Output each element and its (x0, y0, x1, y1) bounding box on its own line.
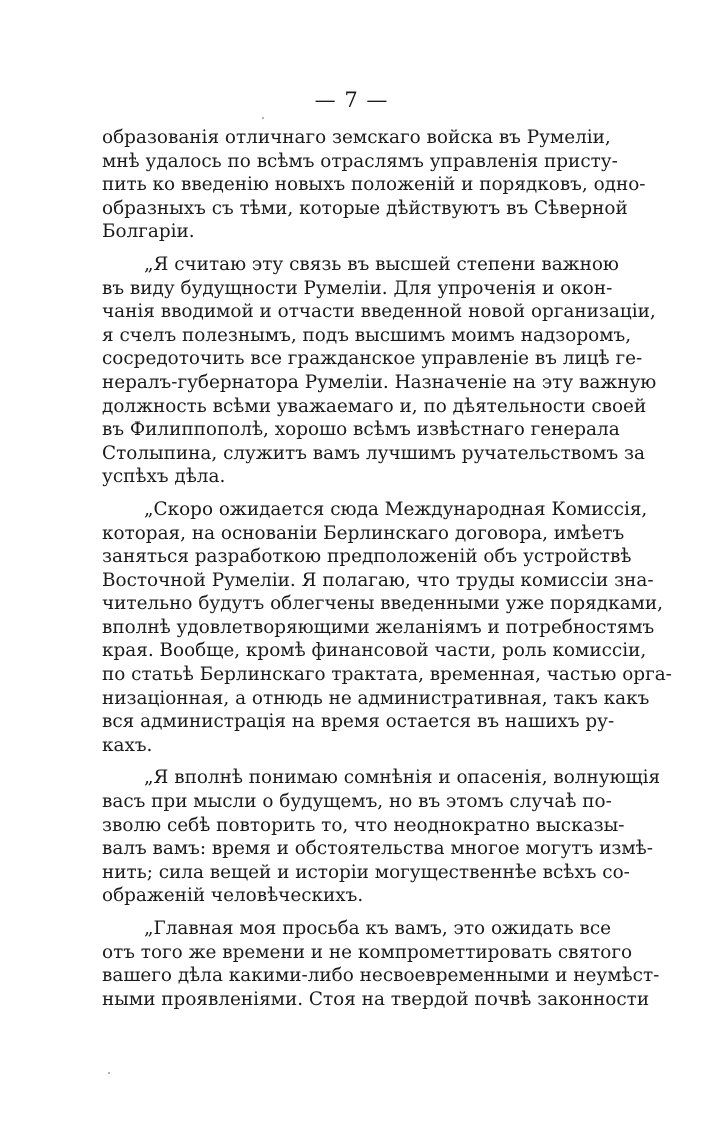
paper-speck (262, 117, 264, 119)
text-line: Восточной Румеліи. Я полагаю, что труды комиссіи зна- (102, 569, 654, 591)
text-line: вашего дѣла какими-либо несвоевременными и неумѣст- (102, 965, 660, 987)
text-line: Болгаріи. (102, 221, 195, 243)
text-line: нералъ-губернатора Румеліи. Назначеніе на эту важную (102, 371, 657, 393)
paragraph (102, 917, 660, 1011)
paragraph (102, 498, 672, 758)
text-line: я счелъ полезнымъ, подъ высшимъ моимъ надзоромъ, (102, 324, 632, 346)
text-line: образныхъ съ тѣми, которые дѣйствуютъ въ Сѣверной (102, 197, 628, 219)
text-line: мнѣ удалось по всѣмъ отраслямъ управленія присту- (102, 150, 618, 172)
text-line: по статьѣ Берлинскаго трактата, временная, частью орга- (102, 664, 672, 686)
paragraph (102, 126, 646, 244)
text-line: пить ко введенію новыхъ положеній и порядковъ, одно- (102, 174, 646, 196)
page-number: — 7 — (314, 88, 389, 112)
text-line: чанія вводимой и отчасти введенной новой организаціи, (102, 301, 656, 323)
text-line: „Я считаю эту связь въ высшей степени важною (144, 253, 619, 275)
paper-speck (108, 1072, 110, 1074)
text-line: сосредоточить все гражданское управленіе въ лицѣ ге- (102, 348, 643, 370)
paragraph (102, 253, 657, 489)
body-text (102, 126, 672, 1020)
text-line: въ Филиппополѣ, хорошо всѣмъ извѣстнаго генерала (102, 419, 620, 441)
text-line: „Главная моя просьба къ вамъ, это ожидать все (144, 918, 612, 939)
text-line: вполнѣ удовлетворяющими желаніямъ и потребностямъ (102, 616, 655, 638)
text-line: чительно будутъ облегчены введенными уже порядками, (102, 593, 663, 615)
text-line: зволю себѣ повторить то, что неоднократно высказы- (102, 814, 625, 836)
text-line: вся администрація на время остается въ нашихъ ру- (102, 711, 615, 733)
text-line: васъ при мысли о будущемъ, но въ этомъ случаѣ по- (102, 791, 612, 813)
text-line: которая, на основаніи Берлинскаго договора, имѣетъ (102, 522, 625, 544)
text-line: образованія отличнаго земскаго войска въ Румеліи, (102, 127, 611, 148)
text-line: низаціонная, а отнюдь не административная, такъ какъ (102, 687, 650, 709)
text-line: заняться разработкою предположеній объ устройствѣ (102, 546, 632, 568)
text-line: кахъ. (102, 734, 153, 756)
text-line: отъ того же времени и не компрометтировать святого (102, 941, 633, 963)
text-line: должность всѣми уважаемаго и, по дѣятельности своей (102, 395, 647, 417)
text-line: Столыпина, служитъ вамъ лучшимъ ручательствомъ за (102, 442, 646, 464)
paragraph (102, 766, 661, 908)
text-line: „Я вполнѣ понимаю сомнѣнія и опасенія, волнующія (144, 767, 661, 789)
text-line: успѣхъ дѣла. (102, 466, 226, 488)
text-line: нить; сила вещей и исторіи могущественнѣе всѣхъ со- (102, 861, 630, 883)
text-line: „Скоро ожидается сюда Международная Комиссія, (144, 498, 648, 520)
text-line: ображеній человѣческихъ. (102, 885, 364, 907)
text-line: ными проявленіями. Стоя на твердой почвѣ законности (102, 988, 650, 1010)
text-line: края. Вообще, кромѣ финансовой части, роль комиссіи, (102, 640, 647, 662)
text-line: валъ вамъ: время и обстоятельства многое могутъ измѣ- (102, 838, 653, 860)
text-line: въ виду будущности Румеліи. Для упроченія и окон- (102, 277, 613, 299)
